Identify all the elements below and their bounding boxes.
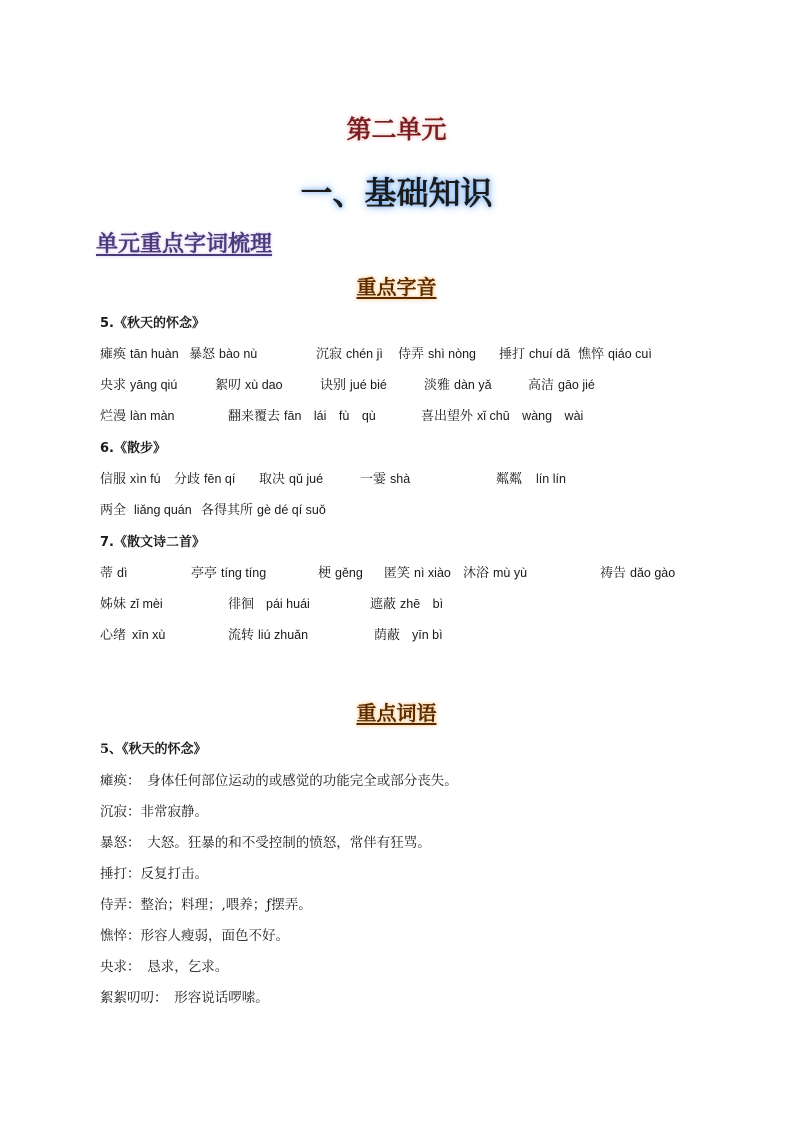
word-entry: 匿笑 nì xiào: [384, 566, 451, 581]
definition-line: 暴怒： 大怒。狂暴的和不受控制的愤怒，常伴有狂骂。: [100, 835, 431, 851]
definition-line: 憔悴：形容人瘦弱，面色不好。: [100, 928, 289, 944]
unit-title: 第二单元: [346, 115, 447, 144]
word-entry: 喜出望外 xǐ chū wàng wài: [421, 409, 584, 424]
word-entry: 信服 xìn fú: [100, 472, 161, 487]
word-entry: 取决 qǔ jué: [259, 472, 324, 487]
word-entry: 暴怒 bào nù: [189, 347, 258, 362]
word-entry: 姊妹 zǐ mèi: [100, 597, 163, 612]
word-entry: 流转 liú zhuǎn: [228, 628, 309, 643]
word-entry: 遮蔽 zhē bì: [370, 597, 444, 612]
word-entry: 亭亭 tíng tíng: [191, 566, 267, 581]
word-entry: 各得其所 gè dé qí suǒ: [201, 503, 326, 518]
definition-line: 沉寂：非常寂静。: [100, 804, 208, 820]
definition-line: 央求： 恳求，乞求。: [100, 959, 229, 975]
word-entry: 荫蔽 yīn bì: [374, 628, 443, 643]
lesson-title: 5.《秋天的怀念》: [100, 316, 205, 331]
word-entry: 沐浴 mù yù: [463, 566, 528, 581]
section-heading: 单元重点字词梳理: [96, 231, 273, 257]
definition-line: 絮絮叨叨： 形容说话啰嗦。: [100, 990, 269, 1006]
definition-line: 瘫痪： 身体任何部位运动的或感觉的功能完全或部分丧失。: [100, 773, 458, 789]
word-entry: 分歧 fēn qí: [174, 472, 236, 487]
definition-line: 捶打：反复打击。: [100, 866, 208, 882]
word-entry: 心绪 xīn xù: [100, 628, 166, 643]
lesson-title: 5、《秋天的怀念》: [100, 742, 207, 757]
word-entry: 一霎 shà: [360, 472, 411, 487]
word-entry: 央求 yāng qiú: [100, 378, 178, 393]
word-entry: 沉寂 chén jì: [316, 347, 383, 362]
word-entry: 高洁 gāo jié: [528, 378, 595, 393]
word-entry: 烂漫 làn màn: [100, 409, 175, 424]
word-entry: 两全 liǎng quán: [100, 503, 192, 518]
word-entry: 捶打 chuí dǎ: [499, 347, 571, 362]
word-entry: 徘徊 pái huái: [228, 597, 310, 612]
main-title: 一、基础知识: [300, 174, 493, 212]
word-entry: 蒂 dì: [100, 566, 128, 581]
lesson-title: 7.《散文诗二首》: [100, 535, 205, 550]
word-entry: 祷告 dǎo gào: [600, 566, 676, 581]
word-entry: 诀别 jué bié: [320, 378, 387, 393]
word-entry: 侍弄 shì nòng: [398, 347, 476, 362]
word-entry: 淡雅 dàn yǎ: [424, 378, 492, 393]
definition-line: 侍弄：整治；料理；,喂养；ƒ摆弄。: [100, 897, 312, 913]
word-entry: 絮叨 xù dao: [215, 378, 283, 393]
word-entry: 憔悴 qiáo cuì: [578, 347, 652, 362]
pronunciation-heading: 重点字音: [356, 275, 437, 299]
word-entry: 翻来覆去 fān lái fù qù: [228, 409, 376, 424]
vocabulary-heading: 重点词语: [356, 701, 437, 725]
word-entry: 粼粼 lín lín: [496, 472, 566, 487]
lesson-title: 6.《散步》: [100, 441, 166, 456]
word-entry: 瘫痪 tān huàn: [100, 347, 179, 362]
word-entry: 梗 gěng: [318, 566, 363, 581]
